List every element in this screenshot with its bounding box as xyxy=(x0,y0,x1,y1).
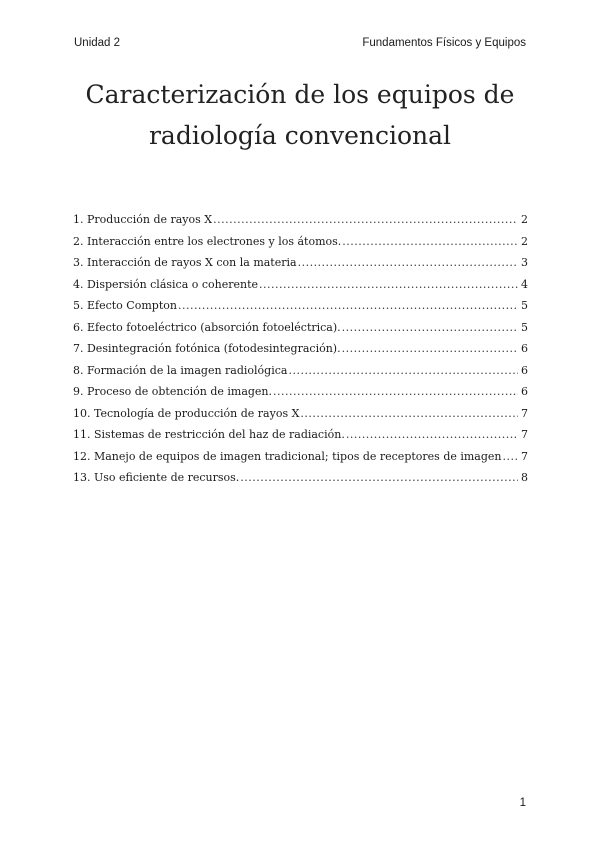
toc-entry-label: 13. Uso eficiente de recursos. xyxy=(73,471,240,484)
toc-entry-1[interactable] xyxy=(73,213,528,235)
toc-entry-page: 3 xyxy=(521,256,528,269)
toc-entry-page: 5 xyxy=(521,299,528,312)
toc-leader-dots xyxy=(342,342,518,355)
toc-entry-13[interactable] xyxy=(73,471,528,493)
toc-entry-4[interactable] xyxy=(73,278,528,300)
toc-leader-dots xyxy=(300,407,518,420)
toc-entry-page: 8 xyxy=(521,471,528,484)
toc-entry-8[interactable] xyxy=(73,364,528,386)
toc-entry-label: 4. Dispersión clásica o coherente xyxy=(73,277,259,291)
toc-leader-dots xyxy=(342,321,518,334)
toc-entry-page: 2 xyxy=(521,213,528,226)
toc-entry-2[interactable] xyxy=(73,235,528,257)
toc-entry-5[interactable] xyxy=(73,299,528,321)
toc-entry-label: 12. Manejo de equipos de imagen tradicional; tipos de receptores de imagen xyxy=(73,449,502,463)
page-number: 1 xyxy=(519,797,526,809)
table-of-contents xyxy=(73,213,528,493)
toc-entry-label: 5. Efecto Compton xyxy=(73,299,177,312)
toc-entry-page: 7 xyxy=(521,428,528,441)
toc-entry-label: 11. Sistemas de restricción del haz de radiación. xyxy=(73,428,345,441)
toc-entry-12[interactable] xyxy=(73,450,528,472)
header-unit: Unidad 2 xyxy=(74,37,121,49)
toc-entry-page: 7 xyxy=(521,449,528,463)
toc-entry-7[interactable] xyxy=(73,342,528,364)
toc-entry-label: 9. Proceso de obtención de imagen. xyxy=(73,385,273,398)
toc-entry-page: 5 xyxy=(521,320,528,334)
toc-entry-9[interactable] xyxy=(73,385,528,407)
toc-leader-dots xyxy=(346,428,518,441)
toc-leader-dots xyxy=(503,450,518,463)
toc-entry-page: 2 xyxy=(521,234,528,248)
toc-entry-3[interactable] xyxy=(73,256,528,278)
toc-leader-dots xyxy=(288,364,518,377)
toc-leader-dots xyxy=(273,385,518,398)
toc-leader-dots xyxy=(298,256,518,269)
toc-entry-label: 7. Desintegración fotónica (fotodesintegración). xyxy=(73,342,341,355)
toc-entry-page: 4 xyxy=(521,277,528,291)
toc-entry-6[interactable] xyxy=(73,321,528,343)
toc-entry-label: 1. Producción de rayos X xyxy=(73,213,213,226)
toc-entry-page: 6 xyxy=(521,385,528,398)
toc-entry-label: 2. Interacción entre los electrones y los átomos. xyxy=(73,234,342,248)
toc-entry-label: 10. Tecnología de producción de rayos X xyxy=(73,406,300,420)
document-title-line-2: radiología convencional xyxy=(148,121,452,150)
toc-leader-dots xyxy=(213,213,518,226)
toc-leader-dots xyxy=(342,235,518,248)
toc-entry-label: 8. Formación de la imagen radiológica xyxy=(73,363,288,377)
toc-entry-10[interactable] xyxy=(73,407,528,429)
document-title-line-1: Caracterización de los equipos de xyxy=(85,80,515,109)
toc-leader-dots xyxy=(259,278,518,291)
toc-entry-page: 6 xyxy=(521,342,528,355)
toc-entry-11[interactable] xyxy=(73,428,528,450)
toc-leader-dots xyxy=(178,299,518,312)
toc-entry-page: 7 xyxy=(521,406,528,420)
header-course-title: Fundamentos Físicos y Equipos xyxy=(362,37,526,49)
document-title xyxy=(60,74,540,156)
toc-entry-label: 6. Efecto fotoeléctrico (absorción fotoeléctrica). xyxy=(73,320,341,334)
toc-leader-dots xyxy=(240,471,518,484)
toc-entry-page: 6 xyxy=(521,363,528,377)
toc-entry-label: 3. Interacción de rayos X con la materia xyxy=(73,256,297,269)
